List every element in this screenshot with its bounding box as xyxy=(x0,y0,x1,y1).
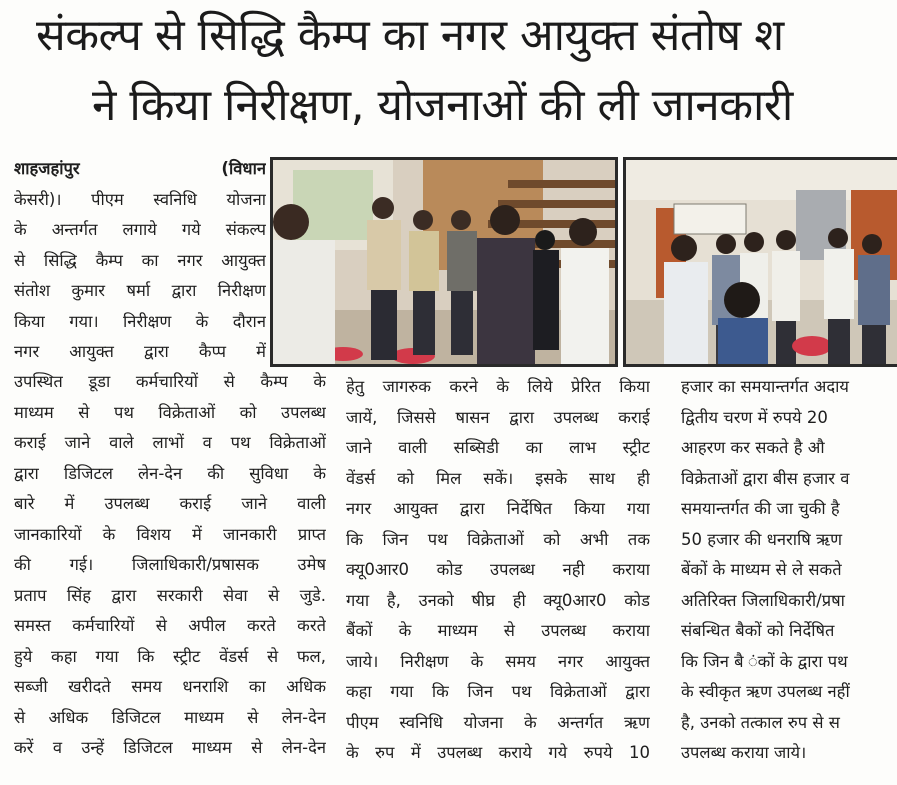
article-line: कि जिन बै ंकों के द्वारा पथ xyxy=(681,651,848,671)
article-line: जानकारियों के विशय में जानकारी प्राप्त xyxy=(14,524,326,544)
article-line: किया गया। निरीक्षण के दौरान xyxy=(14,311,266,331)
article-line: हजार का समयान्तर्गत अदाय xyxy=(681,377,849,396)
article-line: बैंकों के माध्यम से उपलब्ध कराया xyxy=(346,621,650,640)
article-line: गया है, उनको षीघ्र ही क्यू0आर0 कोड xyxy=(346,590,650,610)
article-line: समयान्तर्गत की जा चुकी है xyxy=(681,499,840,518)
article-line: के स्वीकृत ऋण उपलब्ध नहीं xyxy=(681,682,850,701)
photo-illustration xyxy=(273,160,615,364)
article-line: द्वारा डिजिटल लेन-देन की सुविधा के xyxy=(14,463,326,483)
article-line: द्वितीय चरण में रुपये 20 xyxy=(681,407,828,427)
photo-inspection-staircase xyxy=(270,157,618,367)
article-line: बारे में उपलब्ध कराई जाने वाली xyxy=(14,494,326,513)
article-line: प्रताप सिंह द्वारा सरकारी सेवा से जुडे. xyxy=(14,585,326,605)
article-line: कि जिन पथ विक्रेताओं को अभी तक xyxy=(346,529,650,549)
article-line: जाये। निरीक्षण के समय नगर आयुक्त xyxy=(346,651,650,671)
article-line: पीएम स्वनिधि योजना के अन्तर्गत ऋण xyxy=(346,712,650,732)
article-line: के रुप में उपलब्ध कराये गये रुपये 10 xyxy=(346,743,650,762)
article-column-3 xyxy=(681,372,897,769)
article-line: जाने वाली सब्सिडी का लाभ स्ट्रीट xyxy=(346,438,650,457)
photo-illustration xyxy=(626,160,897,364)
article-line: हेतु जागरुक करने के लिये प्रेरित किया xyxy=(346,377,650,396)
article-column-1-top xyxy=(14,154,266,368)
photo-inspection-hall xyxy=(623,157,897,367)
headline xyxy=(0,0,897,150)
article-line: आहरण कर सकते है औ xyxy=(681,438,825,457)
article-line: नगर आयुक्त द्वारा कैप्प में xyxy=(14,342,266,361)
article-line: माध्यम से पथ विक्रेताओं को उपलब्ध xyxy=(14,402,326,422)
article-line: से सिद्धि कैम्प का नगर आयुक्त xyxy=(14,250,266,270)
article-line: जायें, जिससे षासन द्वारा उपलब्ध कराई xyxy=(346,407,650,427)
article-line: अतिरिक्त जिलाधिकारी/प्रषा xyxy=(681,590,845,610)
article-line: से अधिक डिजिटल माध्यम से लेन-देन xyxy=(14,707,326,727)
article-column-2 xyxy=(346,372,650,769)
article-line: बेंकों के माध्यम से ले सकते xyxy=(681,560,842,579)
article-line: उपलब्ध कराया जाये। xyxy=(681,743,807,762)
article-line: कहा गया कि जिन पथ विक्रेताओं द्वारा xyxy=(346,682,650,701)
article-line: वेंडर्स को मिल सकें। इसके साथ ही xyxy=(346,468,650,488)
article-line: नगर आयुक्त द्वारा निर्देषित किया गया xyxy=(346,499,650,518)
article-line: की गई। जिलाधिकारी/प्रषासक उमेष xyxy=(14,555,326,574)
headline-line-2: ने किया निरीक्षण, योजनाओं की ली जानकारी xyxy=(92,80,793,131)
article-line: क्यू0आर0 कोड उपलब्ध नही कराया xyxy=(346,560,650,579)
article-line: हुये कहा गया कि स्ट्रीट वेंडर्स से फल, xyxy=(14,646,326,666)
article-line: विक्रेताओं द्वारा बीस हजार व xyxy=(681,468,850,488)
article-line: समस्त कर्मचारियों से अपील करते करते xyxy=(14,616,326,635)
article-line: केसरी)। पीएम स्वनिधि योजना xyxy=(14,189,266,209)
headline-line-1: संकल्प से सिद्धि कैम्प का नगर आयुक्त संतोष श xyxy=(36,10,784,61)
article-line: कराई जाने वाले लाभों व पथ विक्रेताओं xyxy=(14,433,326,452)
article-line: संबन्धित बैकों को निर्देषित xyxy=(681,621,835,640)
article-line: संतोश कुमार षर्मा द्वारा निरीक्षण xyxy=(14,281,266,300)
article-line: उपस्थित डूडा कर्मचारियों से कैम्प के xyxy=(14,372,326,391)
article-line: सब्जी खरीदते समय धनराशि का अधिक xyxy=(14,677,326,696)
article-line: है, उनको तत्काल रुप से स xyxy=(681,712,840,732)
dateline: शाहजहांपुर (विधान xyxy=(14,159,266,178)
article-line: 50 हजार की धनराषि ऋण xyxy=(681,529,843,549)
article-column-1-bottom xyxy=(14,367,326,764)
article-line: करें व उन्हें डिजिटल माध्यम से लेन-देन xyxy=(14,738,326,757)
article-line: के अन्तर्गत लगाये गये संकल्प xyxy=(14,220,266,239)
